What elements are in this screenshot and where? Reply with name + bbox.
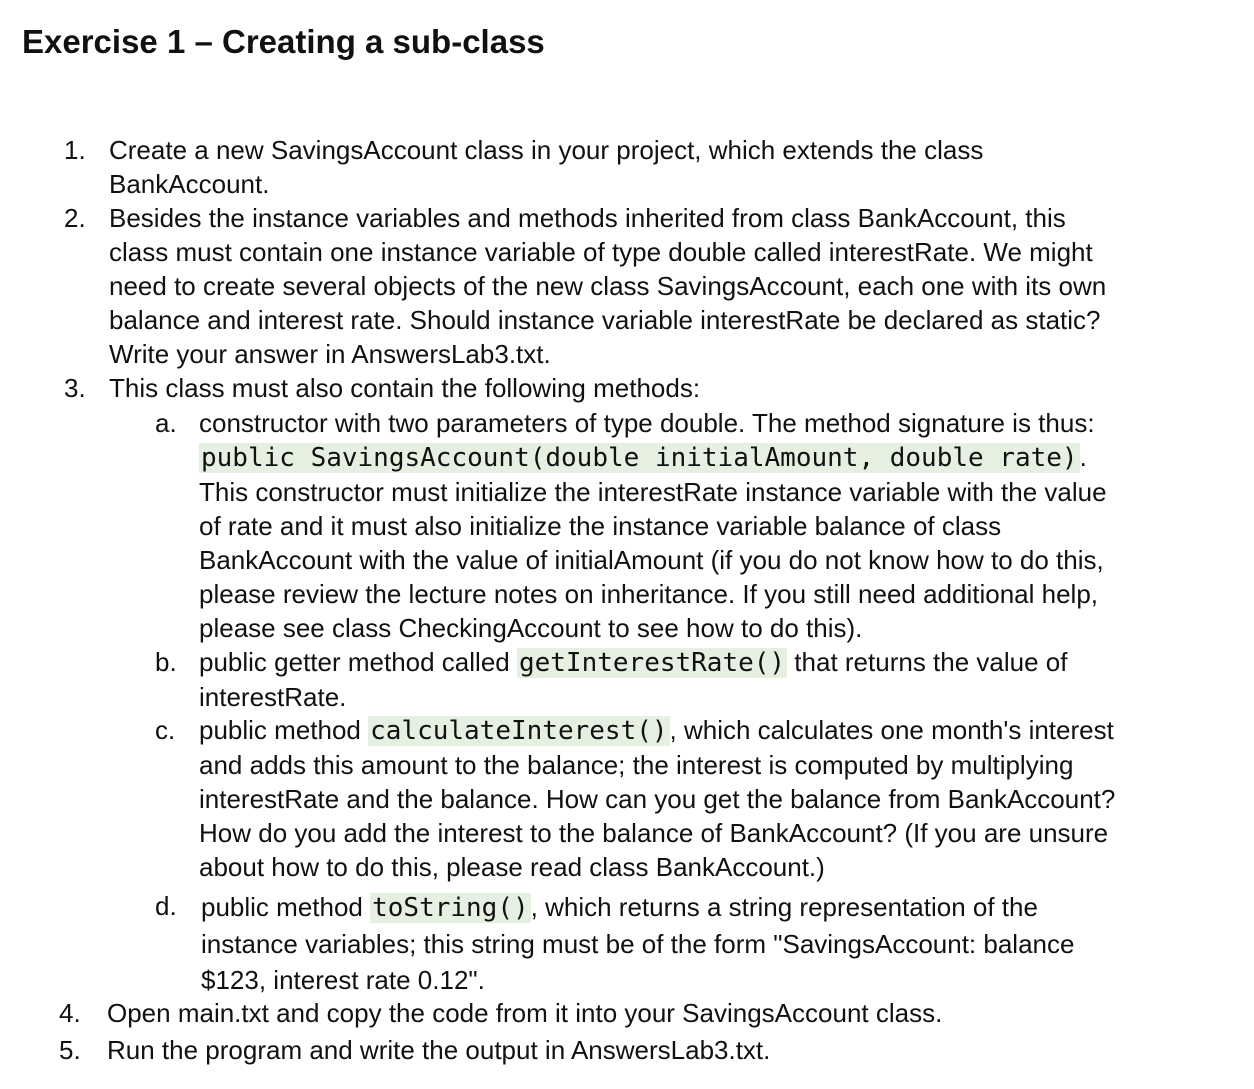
text-line: interestRate. — [199, 682, 347, 712]
exercise-title: Exercise 1 – Creating a sub-class — [22, 23, 545, 60]
item-4-number: 4. — [59, 998, 81, 1028]
text-line: Besides the instance variables and methods inherited from class BankAccount, this — [109, 203, 1066, 233]
text-line: and adds this amount to the balance; the interest is computed by multiplying — [199, 750, 1074, 780]
text-line: of rate and it must also initialize the instance variable balance of class — [199, 511, 1002, 541]
text-line: This class must also contain the following methods: — [109, 373, 701, 403]
text-line: Write your answer in AnswersLab3.txt. — [109, 339, 551, 369]
text-line: please see class CheckingAccount to see how to do this). — [199, 613, 863, 643]
text-line: BankAccount. — [109, 169, 270, 199]
subitem-d-text — [201, 889, 1074, 998]
tostring-method-code: toString() — [372, 893, 529, 923]
text-segment: , which returns a string representation of the — [530, 892, 1038, 922]
item-4-text — [107, 996, 942, 1030]
item-3-number: 3. — [64, 373, 86, 403]
text-line: Run the program and write the output in AnswersLab3.txt. — [107, 1035, 771, 1065]
text-segment: that returns the value of — [787, 647, 1068, 677]
text-line: How do you add the interest to the balance of BankAccount? (If you are unsure — [199, 818, 1109, 848]
text-line: balance and interest rate. Should instance variable interestRate be declared as static? — [109, 305, 1101, 335]
text-line: interestRate and the balance. How can you get the balance from BankAccount? — [199, 784, 1116, 814]
text-line — [199, 713, 1115, 748]
item-2-number: 2. — [64, 203, 86, 233]
text-line: $123, interest rate 0.12". — [201, 965, 485, 995]
item-5-text — [107, 1033, 770, 1067]
item-5-number: 5. — [59, 1035, 81, 1065]
text-segment: public method — [199, 715, 369, 745]
getter-method-code: getInterestRate() — [518, 648, 786, 678]
text-line: about how to do this, please read class BankAccount.) — [199, 852, 825, 882]
subitem-c-letter: c. — [155, 715, 176, 745]
text-line: This constructor must initialize the interestRate instance variable with the value — [199, 477, 1107, 507]
text-segment: public getter method called — [199, 647, 517, 677]
subitem-a-letter: a. — [155, 408, 177, 438]
subitem-c-text — [199, 713, 1115, 884]
item-1-text — [109, 133, 983, 201]
text-line — [199, 645, 1067, 680]
text-segment: , which calculates one month's interest — [669, 715, 1114, 745]
text-line: Open main.txt and copy the code from it into your SavingsAccount class. — [107, 998, 943, 1028]
item-2-text — [109, 201, 1106, 371]
text-line: Create a new SavingsAccount class in your project, which extends the class — [109, 135, 984, 165]
code-line — [199, 440, 1107, 475]
item-3-text — [109, 371, 700, 405]
subitem-d-letter: d. — [155, 891, 177, 921]
text-line: need to create several objects of the new class SavingsAccount, each one with its own — [109, 271, 1107, 301]
item-1-number: 1. — [64, 135, 86, 165]
text-line: constructor with two parameters of type double. The method signature is thus: — [199, 408, 1095, 438]
text-line: please review the lecture notes on inheritance. If you still need additional help, — [199, 579, 1099, 609]
subitem-b-text — [199, 645, 1067, 714]
text-line: instance variables; this string must be of the form "SavingsAccount: balance — [201, 929, 1075, 959]
subitem-b-letter: b. — [155, 647, 177, 677]
text-segment: public method — [201, 892, 371, 922]
code-punctuation: . — [1079, 442, 1087, 472]
subitem-a-text — [199, 406, 1107, 645]
text-line: class must contain one instance variable of type double called interestRate. We might — [109, 237, 1093, 267]
text-line: BankAccount with the value of initialAmount (if you do not know how to do this, — [199, 545, 1104, 575]
text-line — [201, 889, 1074, 926]
constructor-signature-code: public SavingsAccount(double initialAmount, double rate) — [201, 443, 1078, 473]
calculate-interest-code: calculateInterest() — [370, 716, 668, 746]
